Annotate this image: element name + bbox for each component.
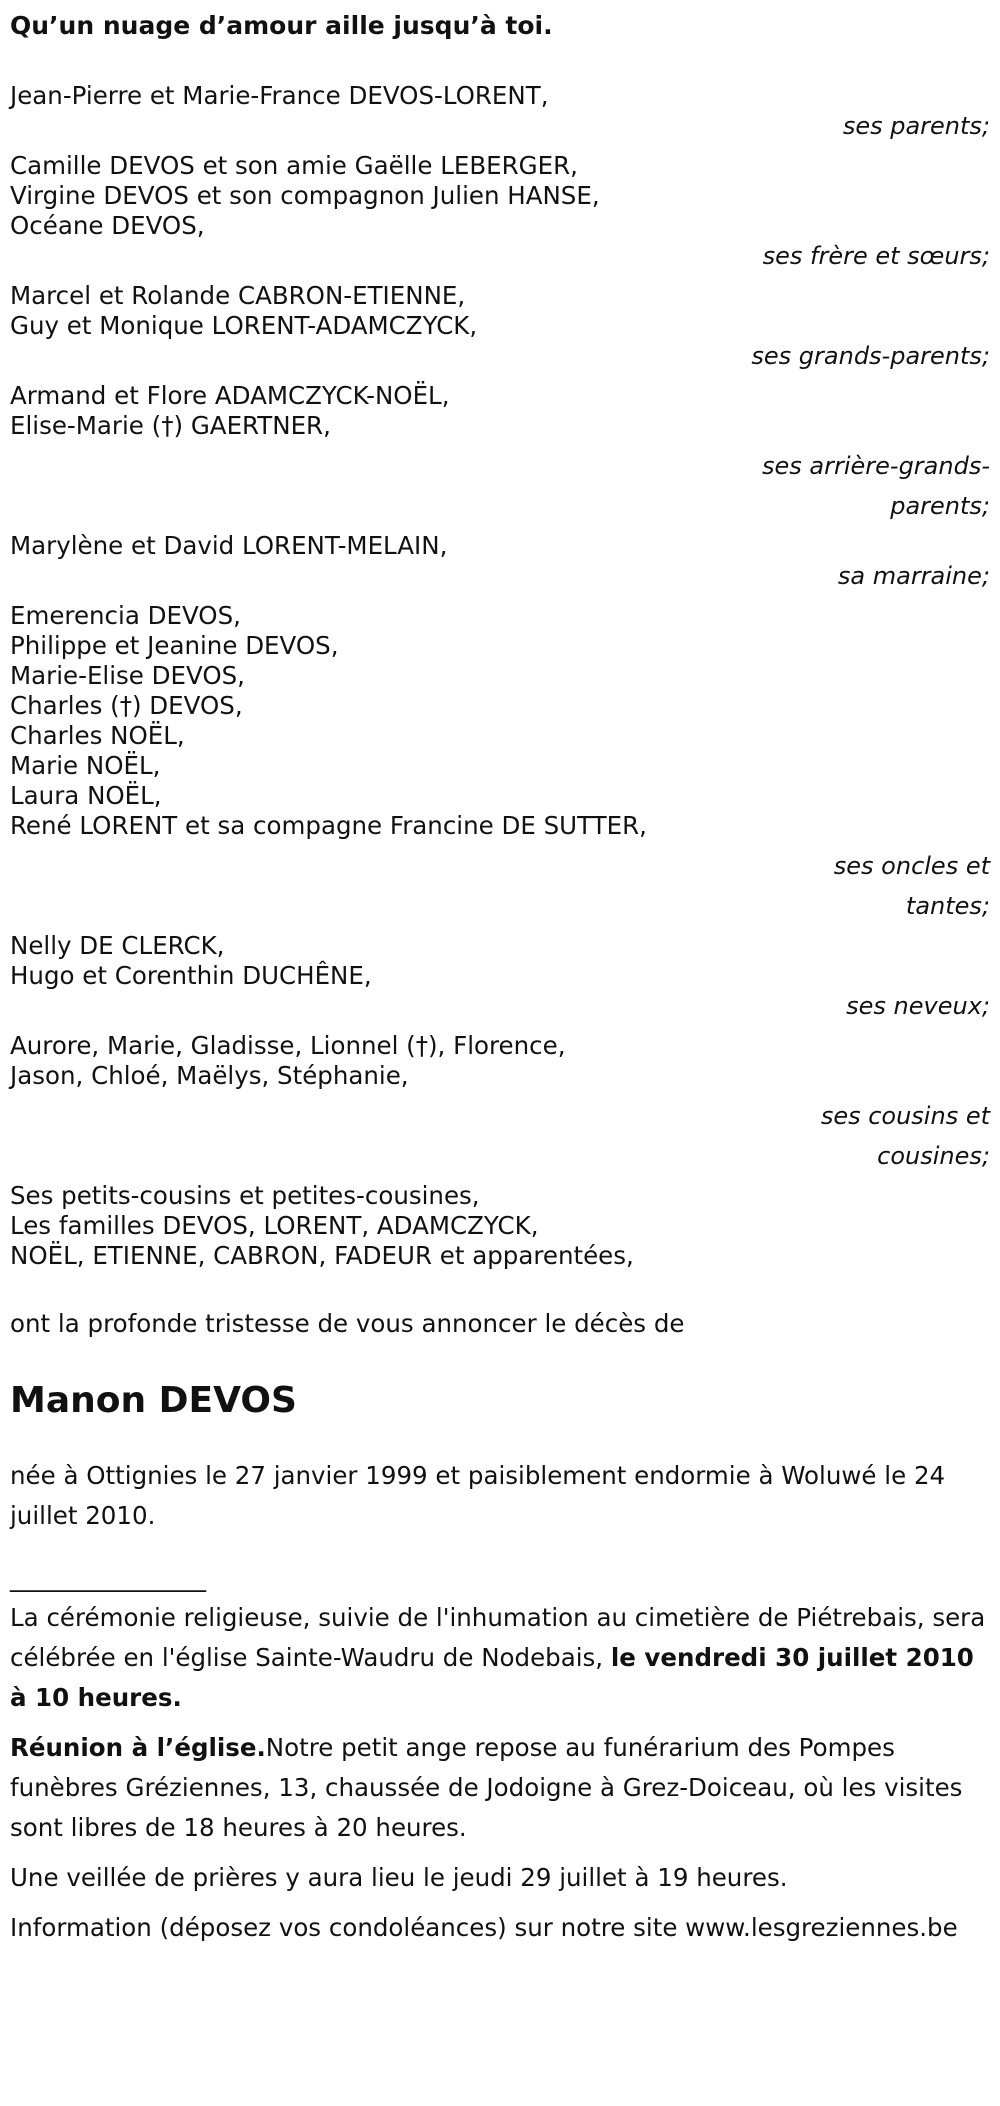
reunion-label: Réunion à l’église. — [10, 1733, 266, 1762]
family-name-line: Virgine DEVOS et son compagnon Julien HANSE, — [10, 181, 600, 210]
family-name-line: Jason, Chloé, Maëlys, Stéphanie, — [10, 1061, 409, 1090]
deceased-name: Manon DEVOS — [10, 1380, 297, 1421]
family-name-line: Elise-Marie (†) GAERTNER, — [10, 411, 331, 440]
family-name-line: Ses petits-cousins et petites-cousines, — [10, 1181, 480, 1210]
family-group-uncles-aunts — [10, 596, 990, 926]
relation-label-line: parents; — [890, 492, 990, 520]
relation-label: sa marraine; — [837, 562, 990, 590]
family-name-line: René LORENT et sa compagne Francine DE SUTTER, — [10, 811, 647, 840]
family-name-line: Marylène et David LORENT-MELAIN, — [10, 531, 448, 560]
family-name-line: Camille DEVOS et son amie Gaëlle LEBERGER, — [10, 151, 578, 180]
obituary-page — [0, 6, 1000, 2106]
family-name-line: Hugo et Corenthin DUCHÊNE, — [10, 961, 372, 990]
family-name-line: Emerencia DEVOS, — [10, 601, 241, 630]
family-name-line: Océane DEVOS, — [10, 211, 205, 240]
relation-label-line: ses cousins et — [820, 1102, 990, 1130]
relation-label-line: cousines; — [877, 1142, 990, 1170]
family-group-great-grandparents — [10, 376, 990, 526]
ceremony-paragraph — [10, 1598, 990, 1718]
reunion-text: Notre petit ange repose au funérarium des Pompes funèbres Gréziennes, 13, chaussée de Jodoigne à Grez-Doiceau, où les visites sont libres de 18 heures à 20 heures. — [10, 1733, 963, 1842]
family-group-parents — [10, 76, 990, 146]
family-name-line: Laura NOËL, — [10, 781, 162, 810]
family-name-line: Charles NOËL, — [10, 721, 185, 750]
relation-label — [740, 846, 990, 926]
info-text: Information (déposez vos condoléances) sur notre site www.lesgreziennes.be — [10, 1913, 958, 1942]
family-group-extended — [10, 1176, 990, 1276]
family-group-siblings — [10, 146, 990, 276]
family-name-line: NOËL, ETIENNE, CABRON, FADEUR et apparentées, — [10, 1241, 634, 1270]
reunion-paragraph — [10, 1728, 990, 1848]
relation-label: ses grands-parents; — [751, 342, 990, 370]
family-name-line: Jean-Pierre et Marie-France DEVOS-LORENT, — [10, 81, 549, 110]
family-name-line: Nelly DE CLERCK, — [10, 931, 225, 960]
relation-label-line: ses oncles et — [833, 852, 990, 880]
separator-line: ________________ — [10, 1563, 206, 1592]
family-name-line: Guy et Monique LORENT-ADAMCZYCK, — [10, 311, 478, 340]
family-name-line: Aurore, Marie, Gladisse, Lionnel (†), Florence, — [10, 1031, 566, 1060]
family-name-line: Marie NOËL, — [10, 751, 161, 780]
relation-label-line: ses arrière-grands- — [762, 452, 990, 480]
ceremony-date: le vendredi 30 juillet 2010 à 10 heures. — [10, 1643, 974, 1712]
family-name-line: Philippe et Jeanine DEVOS, — [10, 631, 339, 660]
family-name-line: Marie-Elise DEVOS, — [10, 661, 245, 690]
family-name-line: Les familles DEVOS, LORENT, ADAMCZYCK, — [10, 1211, 539, 1240]
family-name-line: Marcel et Rolande CABRON-ETIENNE, — [10, 281, 466, 310]
announcement: ont la profonde tristesse de vous annoncer le décès de — [10, 1309, 685, 1338]
family-group-godmother — [10, 526, 990, 596]
ceremony-text: La cérémonie religieuse, suivie de l'inhumation au cimetière de Piétrebais, sera célébrée en l'église Sainte-Waudru de Nodebais, — [10, 1603, 986, 1672]
relation-label — [740, 446, 990, 526]
relation-label-line: tantes; — [905, 892, 990, 920]
relation-label: ses frère et sœurs; — [762, 242, 990, 270]
family-group-grandparents — [10, 276, 990, 376]
family-group-nephews — [10, 926, 990, 1026]
headline: Qu’un nuage d’amour aille jusqu’à toi. — [10, 11, 553, 40]
relation-label — [740, 1096, 990, 1176]
family-name-line: Charles (†) DEVOS, — [10, 691, 243, 720]
vigil-text: Une veillée de prières y aura lieu le jeudi 29 juillet à 19 heures. — [10, 1863, 788, 1892]
family-group-cousins — [10, 1026, 990, 1176]
relation-label: ses neveux; — [846, 992, 990, 1020]
birth-death-text: née à Ottignies le 27 janvier 1999 et paisiblement endormie à Woluwé le 24 juillet 2010. — [10, 1461, 946, 1530]
family-name-line: Armand et Flore ADAMCZYCK-NOËL, — [10, 381, 450, 410]
relation-label: ses parents; — [842, 112, 990, 140]
